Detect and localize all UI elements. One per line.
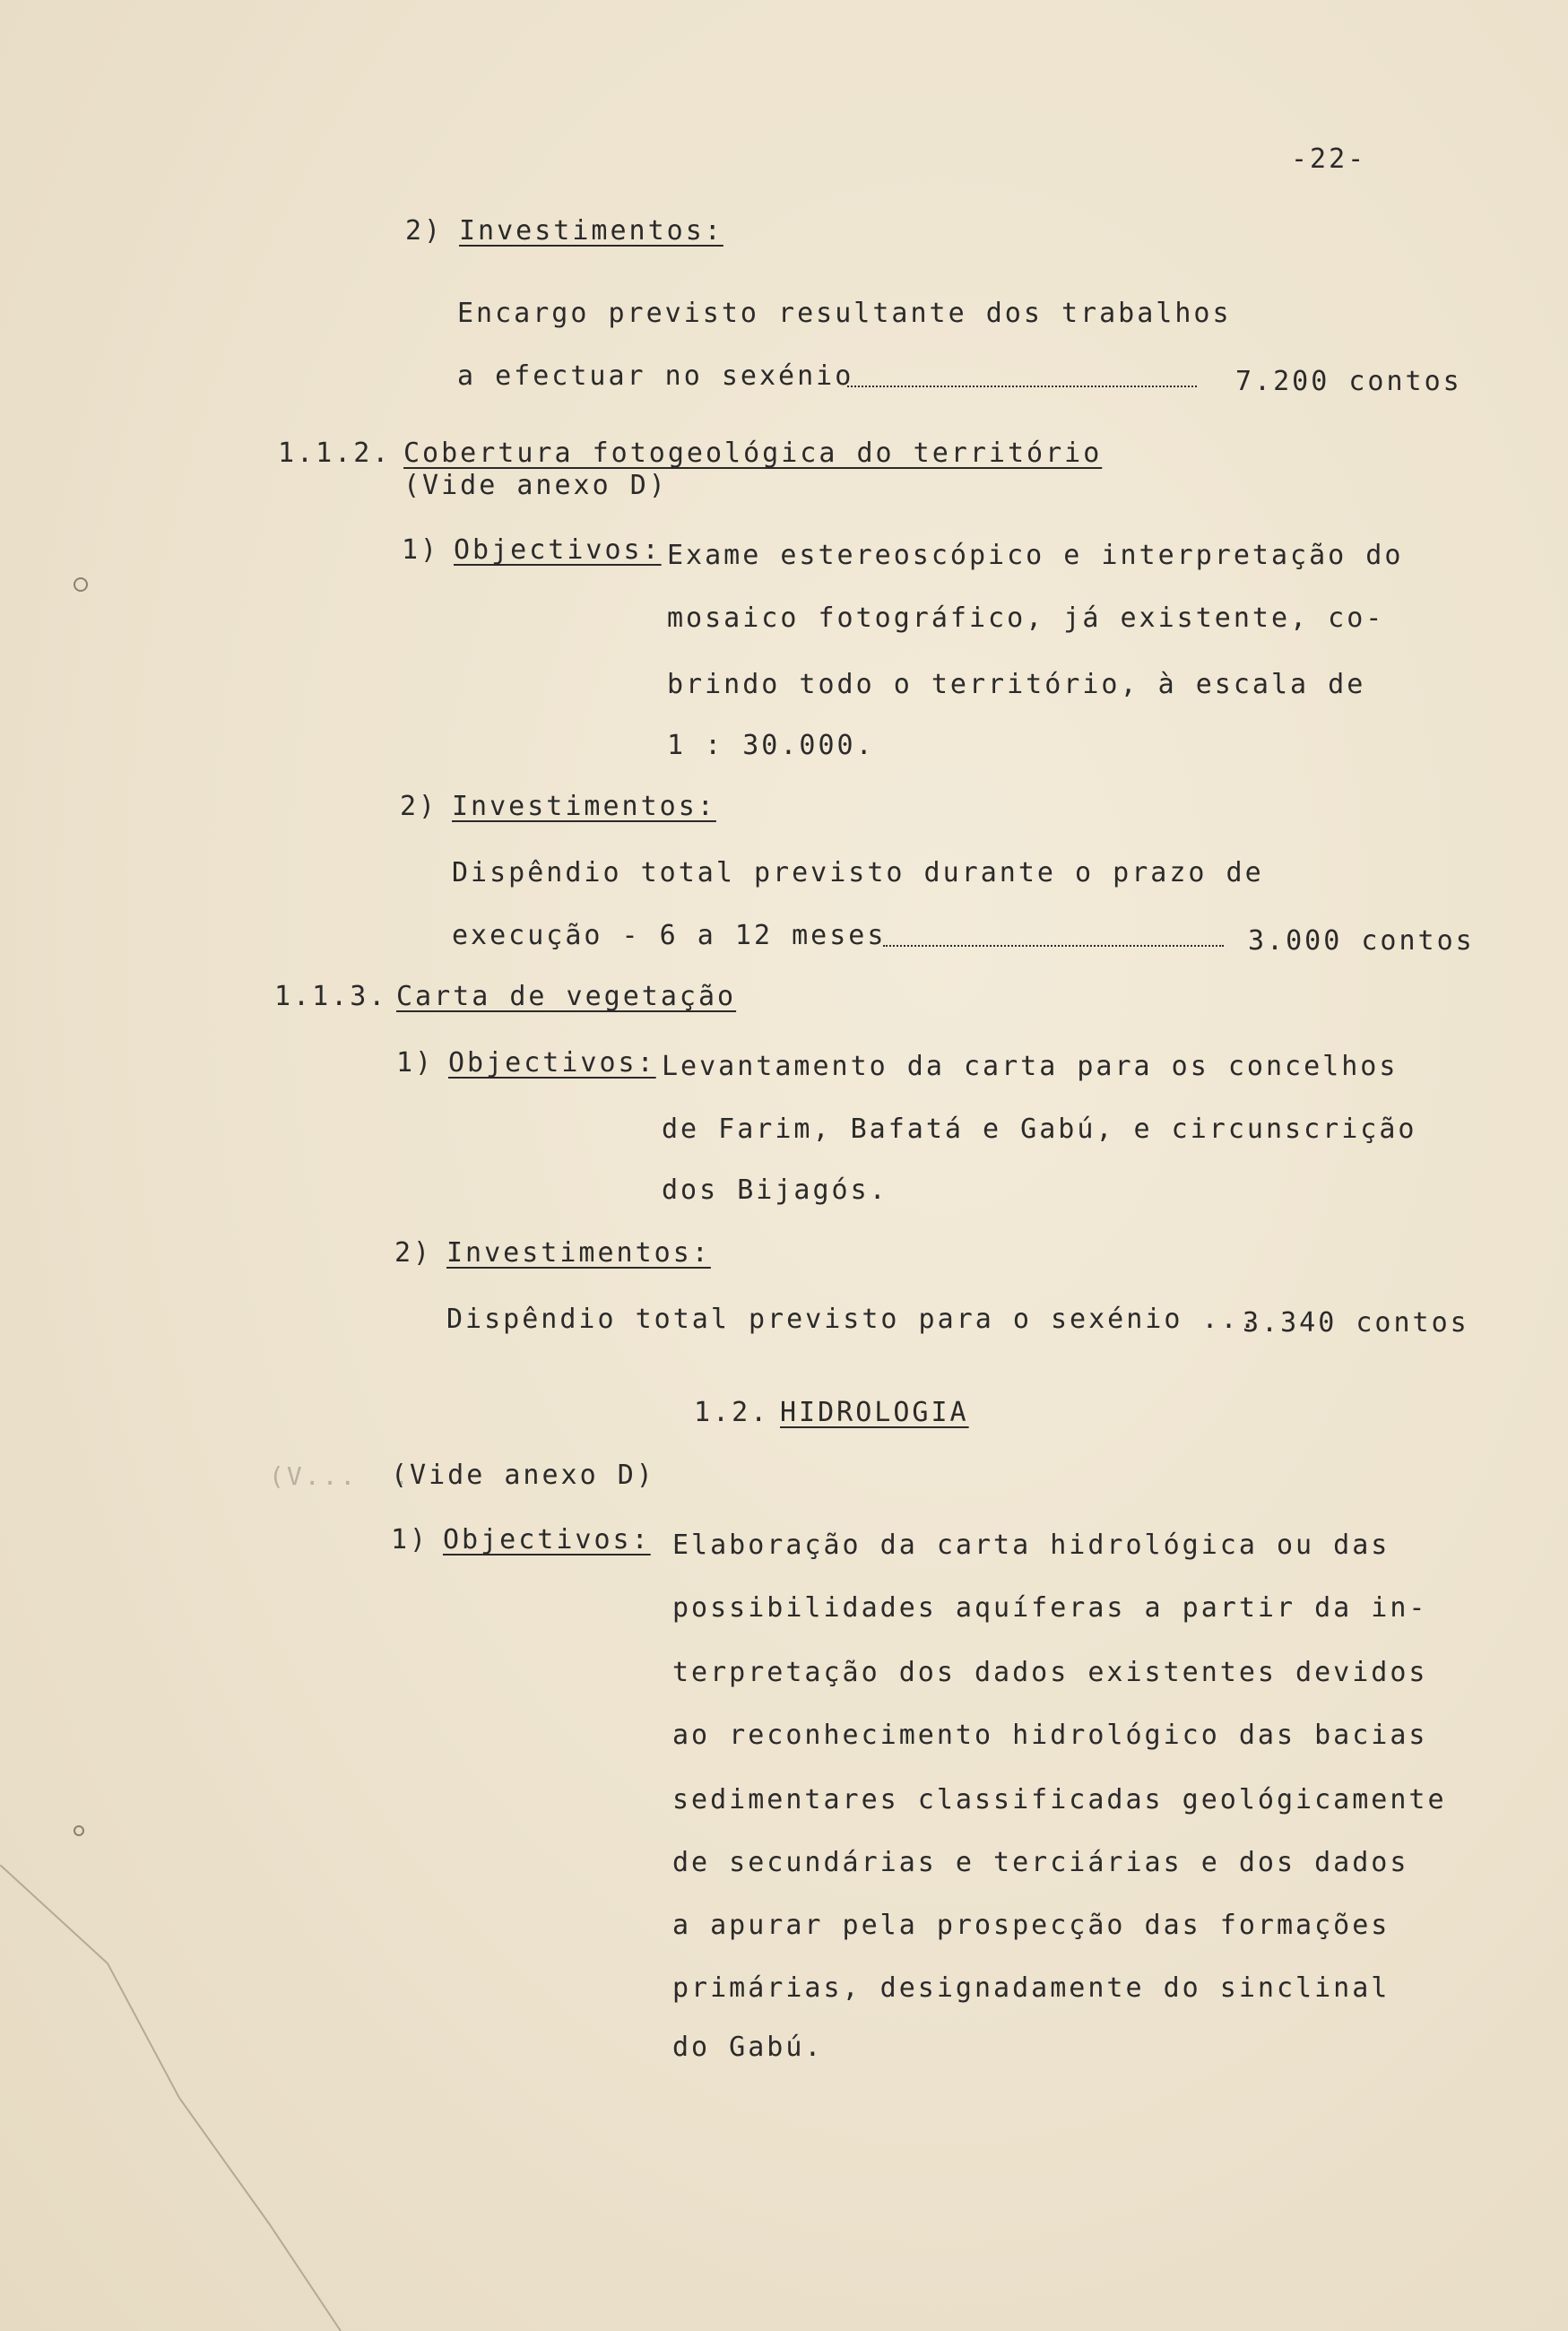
objectivos-heading: Objectivos:	[454, 534, 662, 566]
body-line: primárias, designadamente do sinclinal	[672, 1972, 1390, 2004]
body-line: a efectuar no sexénio	[457, 360, 854, 392]
body-line: sedimentares classificadas geológicamente	[672, 1784, 1447, 1815]
body-line: Elaboração da carta hidrológica ou das	[672, 1529, 1390, 1561]
body-line: mosaico fotográfico, já existente, co-	[667, 602, 1385, 634]
body-line: de secundárias e terciárias e dos dados	[672, 1847, 1409, 1878]
item-number: 1)	[391, 1524, 429, 1555]
body-line: terpretação dos dados existentes devidos	[672, 1657, 1428, 1688]
annex-reference: (Vide anexo D)	[403, 470, 668, 501]
section-number: 1.2.	[694, 1397, 770, 1428]
body-line: a apurar pela prospecção das formações	[672, 1910, 1390, 1941]
item-number: 2)	[400, 791, 438, 822]
investimentos-heading: Investimentos:	[459, 215, 723, 247]
dot-leader	[847, 386, 1197, 387]
body-line: Dispêndio total previsto para o sexénio ...	[446, 1304, 1259, 1335]
dot-leader	[883, 945, 1224, 947]
body-line: ao reconhecimento hidrológico das bacias	[672, 1720, 1428, 1751]
investimentos-heading: Investimentos:	[446, 1237, 711, 1269]
annex-reference: (Vide anexo D)	[391, 1460, 655, 1491]
section-number: 1.1.3.	[274, 981, 388, 1012]
body-line: Exame estereoscópico e interpretação do	[667, 540, 1404, 571]
body-line: 1 : 30.000.	[667, 730, 875, 761]
body-line: do Gabú.	[672, 2032, 824, 2063]
amount: 3.000 contos	[1248, 925, 1475, 957]
item-number: 2)	[405, 215, 444, 247]
body-line: Levantamento da carta para os concelhos	[662, 1051, 1399, 1082]
item-number: 1)	[402, 534, 440, 566]
body-line: brindo todo o território, à escala de	[667, 669, 1366, 700]
item-number: 2)	[394, 1237, 433, 1269]
section-title: Carta de vegetação	[396, 981, 737, 1012]
objectivos-heading: Objectivos:	[448, 1047, 656, 1079]
investimentos-heading: Investimentos:	[452, 791, 716, 822]
punch-hole-mark	[74, 1825, 84, 1836]
page-fold-crease	[0, 1865, 377, 2331]
section-title: Cobertura fotogeológica do território	[403, 438, 1103, 469]
objectivos-heading: Objectivos:	[443, 1524, 651, 1555]
item-number: 1)	[396, 1047, 435, 1079]
amount: 7.200 contos	[1235, 366, 1462, 397]
body-line: dos Bijagós.	[662, 1174, 888, 1206]
section-title: HIDROLOGIA	[780, 1397, 969, 1428]
body-line: possibilidades aquíferas a partir da in-	[672, 1592, 1428, 1624]
body-line: execução - 6 a 12 meses	[452, 920, 887, 951]
section-number: 1.1.2.	[278, 438, 392, 469]
body-line: Dispêndio total previsto durante o prazo de	[452, 857, 1264, 888]
erased-text-smudge: (V... .	[269, 1461, 411, 1491]
body-line: de Farim, Bafatá e Gabú, e circunscrição	[662, 1114, 1417, 1145]
punch-hole-mark	[74, 577, 88, 592]
page-number: -22-	[1291, 143, 1367, 175]
body-line: Encargo previsto resultante dos trabalhos	[457, 298, 1232, 329]
amount: 3.340 contos	[1243, 1307, 1469, 1339]
